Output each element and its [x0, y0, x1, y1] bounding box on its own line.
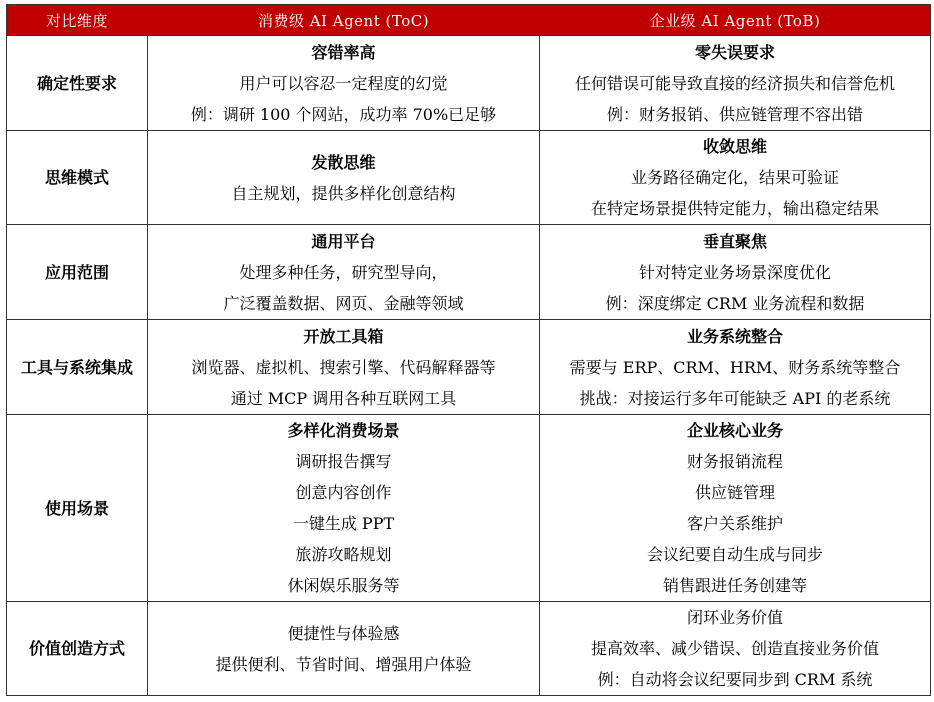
cell-line: 浏览器、虚拟机、搜索引擎、代码解释器等 [191, 357, 496, 377]
cell-title: 开放工具箱 [303, 326, 384, 346]
cell-toc [148, 320, 540, 415]
cell-line: 提高效率、减少错误、创造直接业务价值 [590, 639, 879, 658]
table-row [7, 225, 931, 320]
header-toc: 消费级 AI Agent (ToC) [148, 5, 540, 36]
row-dimension: 应用范围 [7, 225, 148, 320]
cell-tob [540, 602, 931, 696]
cell-line: 便捷性与体验感 [287, 623, 400, 643]
cell-line: 在特定场景提供特定能力，输出稳定结果 [590, 199, 879, 218]
row-dimension: 思维模式 [7, 131, 148, 225]
cell-title: 收敛思维 [702, 137, 767, 156]
table-row [7, 415, 931, 602]
header-dimension: 对比维度 [7, 5, 148, 36]
cell-title: 通用平台 [311, 231, 376, 251]
cell-title: 业务系统整合 [686, 326, 783, 346]
cell-toc [148, 131, 540, 225]
cell-line: 用户可以容忍一定程度的幻觉 [239, 73, 448, 93]
cell-line: 广泛覆盖数据、网页、金融等领域 [223, 293, 464, 313]
table-row [7, 320, 931, 415]
cell-tob [540, 36, 931, 131]
cell-line: 客户关系维护 [686, 514, 783, 533]
cell-tob [540, 131, 931, 225]
row-dimension: 使用场景 [7, 415, 148, 602]
cell-line: 会议纪要自动生成与同步 [646, 545, 823, 564]
cell-line: 例：深度绑定 CRM 业务流程和数据 [605, 293, 865, 313]
cell-title: 容错率高 [311, 42, 376, 62]
cell-line: 业务路径确定化，结果可验证 [630, 168, 839, 187]
cell-line: 通过 MCP 调用各种互联网工具 [230, 388, 457, 408]
cell-title: 发散思维 [311, 152, 376, 172]
table-row [7, 602, 931, 696]
cell-line: 提供便利、节省时间、增强用户体验 [215, 654, 472, 674]
cell-line: 任何错误可能导致直接的经济损失和信誉危机 [574, 73, 895, 93]
cell-title: 零失误要求 [694, 42, 775, 62]
row-dimension: 价值创造方式 [7, 602, 148, 696]
cell-toc [148, 225, 540, 320]
cell-line: 旅游攻略规划 [295, 545, 392, 564]
cell-line: 自主规划，提供多样化创意结构 [231, 183, 456, 203]
cell-line: 挑战：对接运行多年可能缺乏 API 的老系统 [579, 388, 891, 408]
table-body [7, 36, 931, 696]
cell-tob [540, 415, 931, 602]
row-dimension: 工具与系统集成 [7, 320, 148, 415]
cell-line: 例：调研 100 个网站，成功率 70%已足够 [190, 104, 497, 124]
cell-line: 例：财务报销、供应链管理不容出错 [606, 104, 863, 124]
cell-toc [148, 415, 540, 602]
cell-title: 垂直聚焦 [702, 231, 767, 251]
cell-line: 例：自动将会议纪要同步到 CRM 系统 [597, 670, 873, 689]
table-row [7, 36, 931, 131]
cell-line: 处理多种任务，研究型导向， [239, 262, 448, 282]
cell-tob [540, 225, 931, 320]
cell-tob [540, 320, 931, 415]
comparison-table [6, 4, 931, 696]
cell-line: 创意内容创作 [295, 483, 392, 502]
cell-toc [148, 602, 540, 696]
row-dimension: 确定性要求 [7, 36, 148, 131]
header-tob: 企业级 AI Agent (ToB) [540, 5, 931, 36]
cell-line: 闭环业务价值 [686, 608, 783, 627]
table-row [7, 131, 931, 225]
cell-line: 针对特定业务场景深度优化 [638, 262, 831, 282]
cell-line: 供应链管理 [694, 483, 775, 502]
cell-toc [148, 36, 540, 131]
cell-line: 调研报告撰写 [295, 452, 392, 471]
cell-title: 多样化消费场景 [287, 421, 400, 440]
header-row [7, 5, 931, 36]
cell-line: 一键生成 PPT [292, 514, 395, 533]
cell-line: 需要与 ERP、CRM、HRM、财务系统等整合 [569, 357, 901, 377]
cell-line: 财务报销流程 [686, 452, 783, 471]
cell-line: 休闲娱乐服务等 [287, 576, 400, 595]
cell-line: 销售跟进任务创建等 [662, 576, 807, 595]
cell-title: 企业核心业务 [686, 421, 783, 440]
